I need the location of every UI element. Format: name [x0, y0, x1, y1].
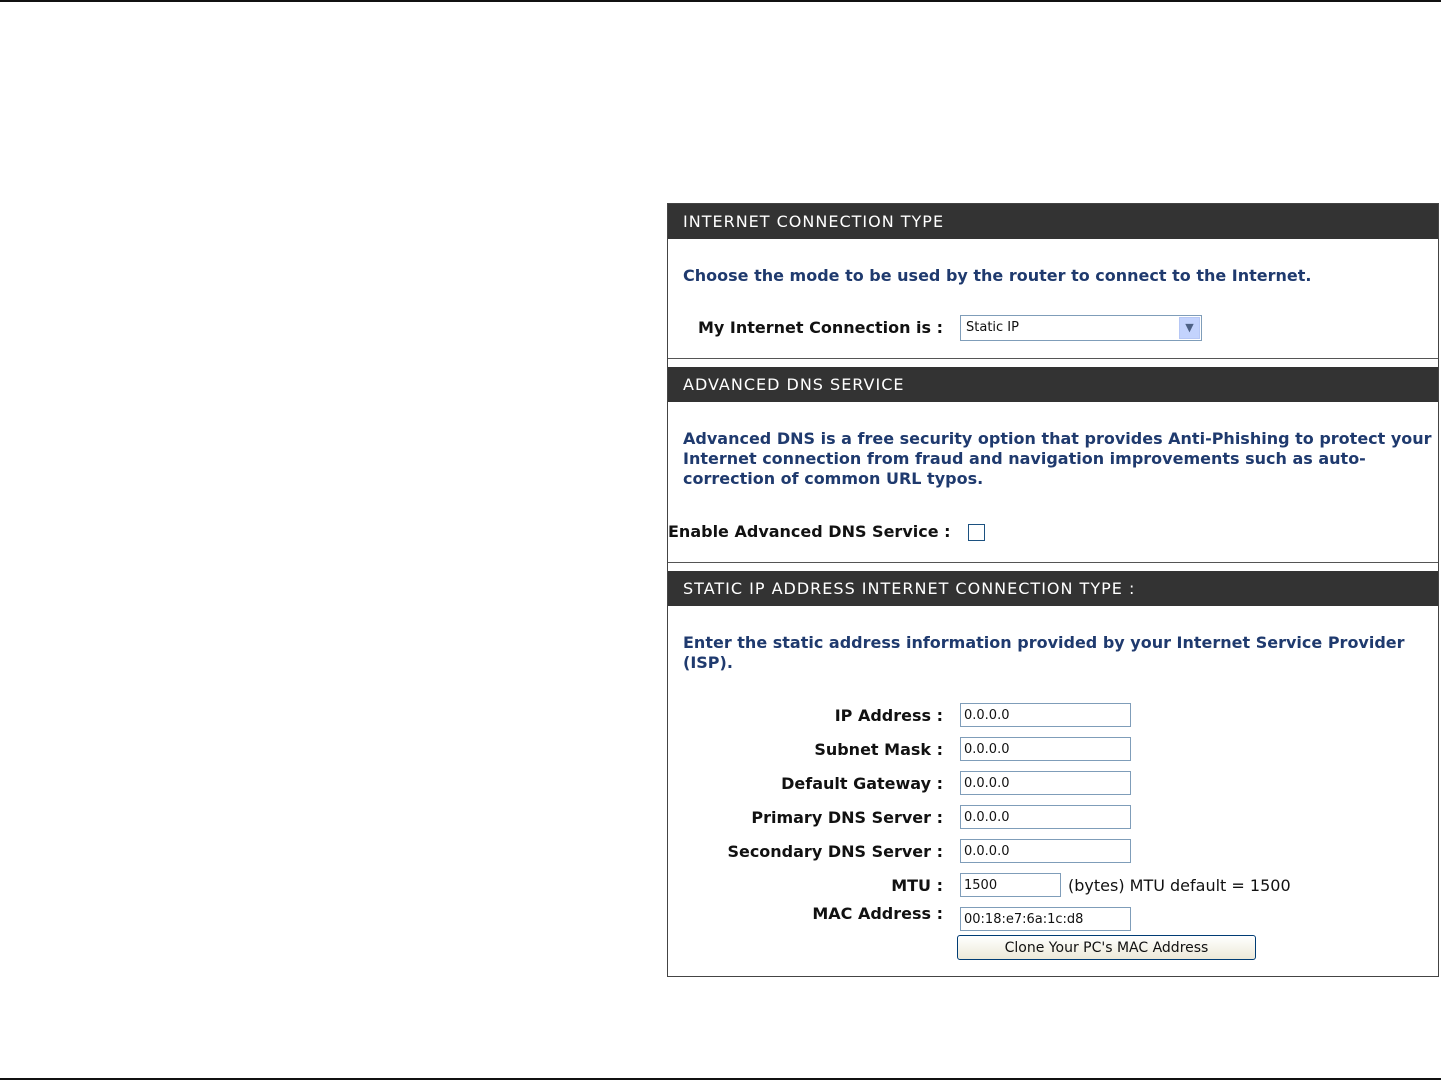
connection-type-label: My Internet Connection is : — [697, 318, 943, 337]
bottom-rule — [0, 1078, 1441, 1080]
default-gateway-input[interactable] — [960, 771, 1131, 795]
subnet-mask-input[interactable] — [960, 737, 1131, 761]
description-line: Internet connection from fraud and navigation improvements such as auto- — [683, 449, 1366, 468]
enable-advanced-dns-checkbox[interactable] — [968, 524, 985, 541]
settings-panel — [667, 203, 1439, 977]
section-description: Choose the mode to be used by the router to connect to the Internet. — [683, 266, 1312, 285]
chevron-down-icon[interactable]: ▼ — [1179, 317, 1200, 339]
section-header: STATIC IP ADDRESS INTERNET CONNECTION TYPE : — [668, 571, 1438, 606]
mac-address-input[interactable] — [960, 907, 1131, 931]
internet-connection-type-section — [668, 204, 1438, 337]
section-description — [668, 429, 1441, 489]
default-gateway-label: Default Gateway : — [781, 774, 943, 793]
advanced-dns-section — [668, 367, 1438, 541]
top-rule — [0, 0, 1441, 2]
section-header: ADVANCED DNS SERVICE — [668, 367, 1438, 402]
section-header: INTERNET CONNECTION TYPE — [668, 204, 1438, 239]
description-line: correction of common URL typos. — [683, 469, 984, 488]
static-ip-section — [668, 571, 1438, 956]
description-line: (ISP). — [683, 653, 733, 672]
mtu-input[interactable] — [960, 873, 1061, 897]
mtu-hint: (bytes) MTU default = 1500 — [1068, 876, 1291, 895]
section-divider — [668, 358, 1438, 359]
ip-address-label: IP Address : — [834, 706, 943, 725]
mac-address-label: MAC Address : — [812, 904, 943, 923]
primary-dns-label: Primary DNS Server : — [751, 808, 943, 827]
enable-advanced-dns-label: Enable Advanced DNS Service : — [668, 522, 951, 541]
description-line: Enter the static address information provided by your Internet Service Provider — [683, 633, 1405, 652]
ip-address-input[interactable] — [960, 703, 1131, 727]
mtu-label: MTU : — [891, 876, 943, 895]
clone-mac-address-button[interactable]: Clone Your PC's MAC Address — [957, 935, 1256, 960]
subnet-mask-label: Subnet Mask : — [814, 740, 943, 759]
section-divider — [668, 562, 1438, 563]
description-line: Advanced DNS is a free security option that provides Anti-Phishing to protect your — [683, 429, 1432, 448]
secondary-dns-label: Secondary DNS Server : — [727, 842, 943, 861]
connection-type-value: Static IP — [966, 320, 1019, 335]
primary-dns-input[interactable] — [960, 805, 1131, 829]
secondary-dns-input[interactable] — [960, 839, 1131, 863]
connection-type-select[interactable] — [960, 315, 1202, 341]
section-description — [668, 633, 1425, 673]
